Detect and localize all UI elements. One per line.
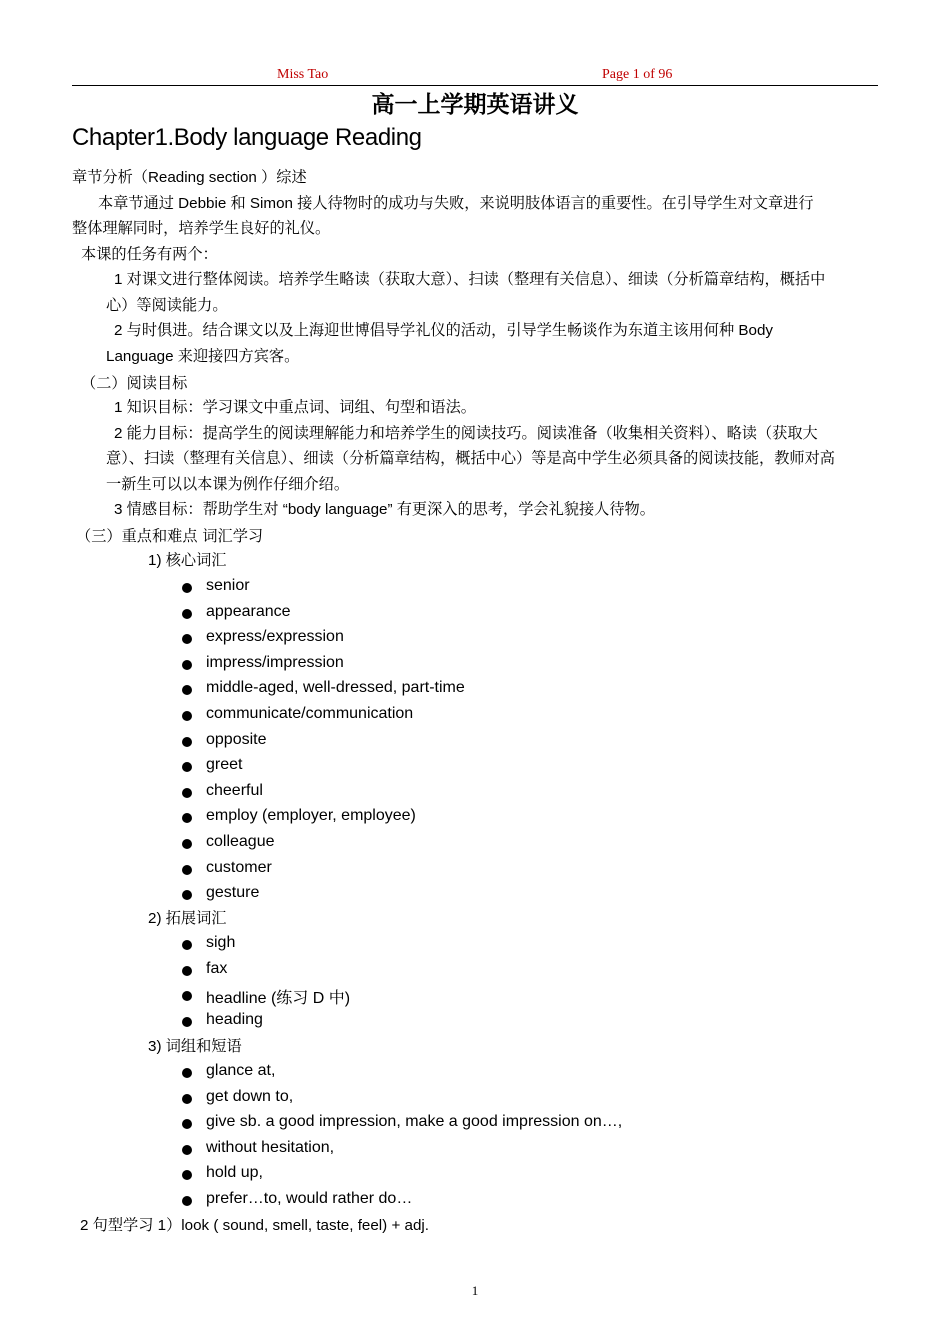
bullet-icon [182, 1119, 192, 1129]
list-item: give sb. a good impression, make a good impression on…, [206, 1113, 623, 1131]
bullet-icon [182, 813, 192, 823]
list-item: fax [206, 959, 228, 977]
bullet-icon [182, 762, 192, 772]
list-item: gesture [206, 884, 260, 902]
bullet-icon [182, 737, 192, 747]
list-item: employ (employer, employee) [206, 807, 416, 825]
list-item: middle-aged, well-dressed, part-time [206, 679, 465, 697]
bullet-icon [182, 685, 192, 695]
bullet-icon [182, 865, 192, 875]
reading-goals-heading: （二）阅读目标 [81, 374, 188, 392]
bullet-icon [182, 890, 192, 900]
footer-page-number: 1 [471, 1283, 479, 1298]
list-item: without hesitation, [206, 1138, 335, 1156]
list-item: impress/impression [206, 653, 344, 671]
bullet-icon [182, 839, 192, 849]
bullet-icon [182, 1170, 192, 1180]
bullet-icon [182, 1196, 192, 1206]
list-item: customer [206, 858, 272, 876]
phrases-label: 3) 词组和短语 [148, 1038, 242, 1055]
chapter-heading: Chapter1.Body language Reading [72, 124, 422, 151]
section-summary-label: 章节分析（Reading section ）综述 [72, 168, 307, 186]
core-vocab-label: 1) 核心词汇 [148, 552, 227, 569]
list-item: senior [206, 577, 250, 594]
bullet-icon [182, 788, 192, 798]
bullet-icon [182, 711, 192, 721]
bullet-icon [182, 991, 192, 1001]
list-item: colleague [206, 833, 275, 850]
bullet-icon [182, 583, 192, 593]
bullet-icon [182, 1094, 192, 1104]
sentence-pattern-study: 2 句型学习 1）look ( sound, smell, taste, feel) + adj. [80, 1217, 430, 1234]
list-item: glance at, [206, 1062, 276, 1079]
task-1-line-1: 1 对课文进行整体阅读。培养学生略读（获取大意）、扫读（整理有关信息）、细读（分析篇章结构，概括中 [114, 271, 826, 288]
list-item: prefer…to, would rather do… [206, 1190, 413, 1207]
list-item: cheerful [206, 781, 263, 799]
list-item: hold up, [206, 1164, 263, 1182]
extended-vocab-label: 2) 拓展词汇 [148, 910, 227, 927]
bullet-icon [182, 660, 192, 670]
list-item: opposite [206, 730, 267, 748]
task-2-line-2: Language 来迎接四方宾客。 [106, 348, 300, 365]
goal-knowledge: 1 知识目标：学习课文中重点词、词组、句型和语法。 [114, 399, 476, 416]
bullet-icon [182, 634, 192, 644]
list-item: headline (练习 D 中) [206, 990, 351, 1008]
header-page-indicator: Page 1 of 96 [602, 67, 673, 82]
task-1-line-2: 心）等阅读能力。 [106, 297, 228, 314]
keypoints-heading: （三）重点和难点 词汇学习 [76, 527, 264, 545]
tasks-intro: 本课的任务有两个： [81, 246, 218, 263]
list-item: appearance [206, 602, 291, 620]
bullet-icon [182, 966, 192, 976]
intro-paragraph-line-2: 整体理解同时，培养学生良好的礼仪。 [72, 220, 331, 237]
goal-emotion: 3 情感目标：帮助学生对 “body language” 有更深入的思考，学会礼貌接人待物。 [114, 501, 655, 518]
list-item: communicate/communication [206, 705, 414, 722]
list-item: express/expression [206, 628, 344, 646]
bullet-icon [182, 1068, 192, 1078]
bullet-icon [182, 1017, 192, 1027]
goal-ability-line-3: 一新生可以以本课为例作仔细介绍。 [106, 476, 349, 493]
task-2-line-1: 2 与时俱进。结合课文以及上海迎世博倡导学礼仪的活动，引导学生畅谈作为东道主该用何种 Body [114, 322, 774, 339]
list-item: greet [206, 756, 243, 774]
goal-ability-line-1: 2 能力目标：提高学生的阅读理解能力和培养学生的阅读技巧。阅读准备（收集相关资料）、略读（获取大 [114, 425, 818, 442]
document-title: 高一上学期英语讲义 [371, 91, 579, 118]
header-author: Miss Tao [277, 67, 329, 82]
list-item: get down to, [206, 1087, 294, 1105]
list-item: heading [206, 1010, 263, 1028]
intro-paragraph-line-1: 本章节通过 Debbie 和 Simon 接人待物时的成功与失败，来说明肢体语言的重要性。在引导学生对文章进行 [98, 195, 814, 212]
goal-ability-line-2: 意）、扫读（整理有关信息）、细读（分析篇章结构，概括中心）等是高中学生必须具备的阅读技能，教师对高 [106, 450, 835, 467]
bullet-icon [182, 940, 192, 950]
list-item: sigh [206, 934, 236, 951]
bullet-icon [182, 1145, 192, 1155]
bullet-icon [182, 609, 192, 619]
